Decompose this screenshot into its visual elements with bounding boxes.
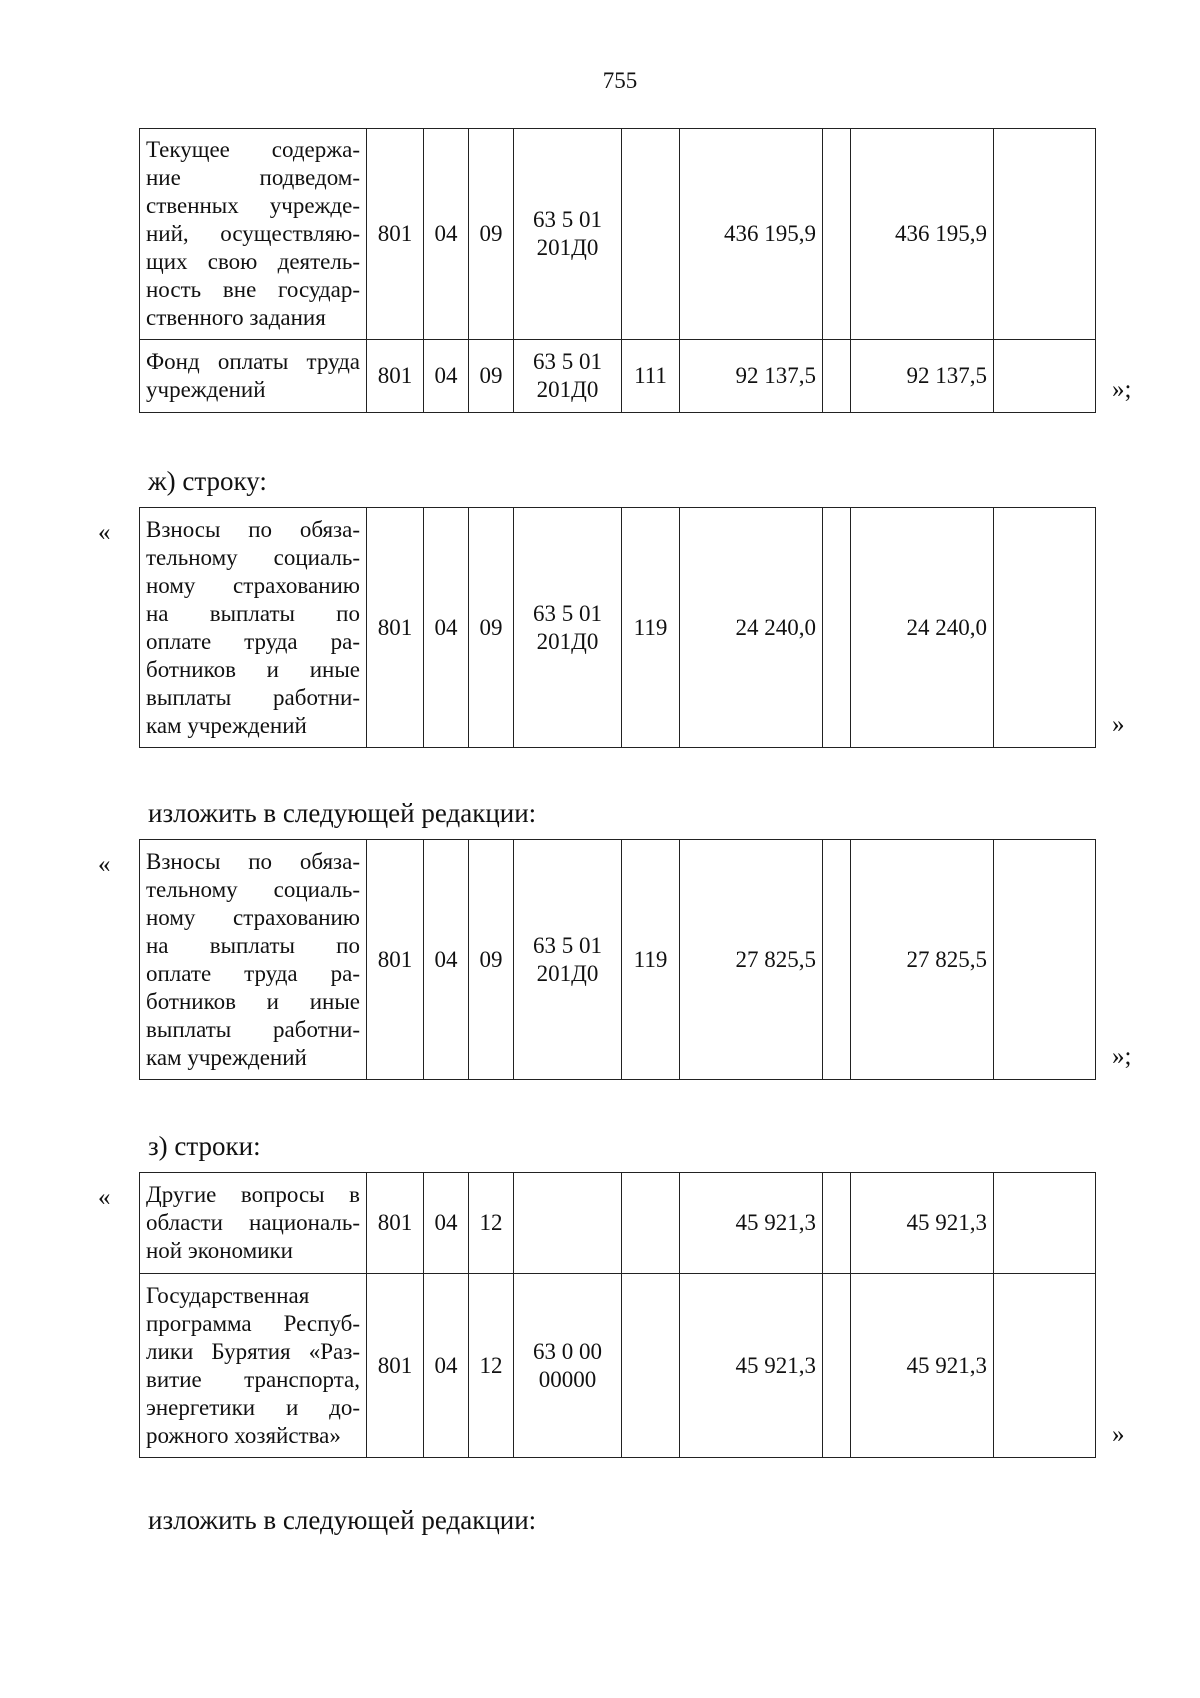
cell-vr xyxy=(622,1173,680,1274)
cell-csr xyxy=(514,840,622,1080)
cell-sum-1: 436 195,9 xyxy=(680,129,823,340)
closing-quote: » xyxy=(1112,711,1125,738)
cell-pr: 09 xyxy=(469,840,514,1080)
cell-csr-line: 63 5 01 xyxy=(533,600,602,626)
cell-pr: 09 xyxy=(469,508,514,748)
cell-empty-narrow xyxy=(823,840,851,1080)
row-name-line: оплате труда ра- xyxy=(146,960,360,986)
cell-csr-line: 201Д0 xyxy=(536,628,599,654)
row-name xyxy=(140,1274,367,1458)
cell-sum-1: 24 240,0 xyxy=(680,508,823,748)
row-name-line: программа Респуб- xyxy=(146,1310,360,1336)
cell-csr xyxy=(514,129,622,340)
cell-rz: 04 xyxy=(424,1274,469,1458)
cell-empty-narrow xyxy=(823,1274,851,1458)
cell-csr-line: 201Д0 xyxy=(536,377,599,402)
cell-gr: 801 xyxy=(367,840,424,1080)
cell-csr-line: 201Д0 xyxy=(536,960,599,986)
table-row xyxy=(140,1173,1096,1274)
cell-empty-last xyxy=(994,340,1096,413)
row-name-line: щих свою деятель- xyxy=(146,249,360,274)
cell-csr-line: 63 0 00 xyxy=(533,1338,602,1364)
cell-empty-narrow xyxy=(823,129,851,340)
cell-csr xyxy=(514,508,622,748)
row-name-line: ственных учрежде- xyxy=(146,193,360,218)
cell-csr-line: 63 5 01 xyxy=(533,349,602,374)
row-name-line: ственного задания xyxy=(146,305,326,330)
row-name xyxy=(140,340,367,413)
section-heading: изложить в следующей редакции: xyxy=(148,798,537,828)
table-row xyxy=(140,129,1096,340)
cell-rz: 04 xyxy=(424,840,469,1080)
row-name-line: области националь- xyxy=(146,1210,360,1235)
row-name-line: оплате труда ра- xyxy=(146,628,360,654)
section-heading: ж) строку: xyxy=(148,466,267,496)
table-row xyxy=(140,840,1096,1080)
row-name-line: ботников и иные xyxy=(146,988,360,1014)
cell-empty-narrow xyxy=(823,1173,851,1274)
cell-sum-2: 436 195,9 xyxy=(851,129,994,340)
closing-quote: »; xyxy=(1112,1043,1132,1070)
cell-sum-2: 45 921,3 xyxy=(851,1173,994,1274)
row-name-line: Государственная xyxy=(146,1282,310,1308)
row-name xyxy=(140,1173,367,1274)
row-name-line: ной экономики xyxy=(146,1238,293,1263)
cell-sum-1: 27 825,5 xyxy=(680,840,823,1080)
row-name-line: Взносы по обяза- xyxy=(146,516,360,542)
cell-csr xyxy=(514,340,622,413)
row-name-line: Текущее содержа- xyxy=(146,137,360,162)
cell-csr-line: 63 5 01 xyxy=(533,207,602,232)
row-name-line: кам учреждений xyxy=(146,1044,307,1070)
cell-gr: 801 xyxy=(367,340,424,413)
cell-vr: 111 xyxy=(622,340,680,413)
cell-pr: 12 xyxy=(469,1173,514,1274)
page-number: 755 xyxy=(602,68,638,93)
cell-vr xyxy=(622,1274,680,1458)
cell-csr xyxy=(514,1274,622,1458)
cell-empty-last xyxy=(994,129,1096,340)
table-row xyxy=(140,1274,1096,1458)
cell-empty-last xyxy=(994,1173,1096,1274)
opening-quote: « xyxy=(98,1184,111,1211)
cell-sum-1: 45 921,3 xyxy=(680,1173,823,1274)
cell-pr: 09 xyxy=(469,129,514,340)
cell-vr xyxy=(622,129,680,340)
cell-empty-last xyxy=(994,840,1096,1080)
opening-quote: « xyxy=(98,519,111,546)
cell-csr-line: 00000 xyxy=(538,1366,597,1392)
row-name-line: ний, осуществляю- xyxy=(146,221,360,246)
row-name-line: ность вне государ- xyxy=(146,277,360,302)
row-name-line: ному страхованию xyxy=(146,572,360,598)
cell-csr-line: 201Д0 xyxy=(536,235,599,260)
cell-empty-last xyxy=(994,508,1096,748)
row-name-line: энергетики и до- xyxy=(146,1394,360,1420)
row-name-line: учреждений xyxy=(146,377,266,402)
row-name xyxy=(140,840,367,1080)
opening-quote: « xyxy=(98,851,111,878)
cell-csr-line: 63 5 01 xyxy=(533,932,602,958)
row-name-line: выплаты работни- xyxy=(146,1016,360,1042)
row-name-line: лики Бурятия «Раз- xyxy=(146,1338,360,1364)
row-name-line: тельному социаль- xyxy=(146,544,360,570)
cell-empty-last xyxy=(994,1274,1096,1458)
row-name-line: тельному социаль- xyxy=(146,876,360,902)
cell-vr: 119 xyxy=(622,840,680,1080)
row-name-line: ботников и иные xyxy=(146,656,360,682)
row-name-line: на выплаты по xyxy=(146,600,360,626)
closing-text: изложить в следующей редакции: xyxy=(148,1505,537,1535)
cell-pr: 12 xyxy=(469,1274,514,1458)
budget-table xyxy=(139,507,1096,748)
budget-table xyxy=(139,1172,1096,1458)
closing-quote: »; xyxy=(1112,376,1132,403)
cell-sum-2: 92 137,5 xyxy=(851,340,994,413)
row-name-line: выплаты работни- xyxy=(146,684,360,710)
cell-rz: 04 xyxy=(424,340,469,413)
cell-gr: 801 xyxy=(367,508,424,748)
row-name-line: Взносы по обяза- xyxy=(146,848,360,874)
section-heading: з) строки: xyxy=(148,1131,261,1161)
cell-sum-2: 45 921,3 xyxy=(851,1274,994,1458)
cell-rz: 04 xyxy=(424,508,469,748)
cell-csr xyxy=(514,1173,622,1274)
row-name-line: ние подведом- xyxy=(146,165,360,190)
row-name-line: рожного хозяйства» xyxy=(146,1422,341,1448)
row-name-line: ному страхованию xyxy=(146,904,360,930)
cell-rz: 04 xyxy=(424,1173,469,1274)
row-name xyxy=(140,129,367,340)
row-name-line: на выплаты по xyxy=(146,932,360,958)
row-name xyxy=(140,508,367,748)
cell-gr: 801 xyxy=(367,129,424,340)
closing-quote: » xyxy=(1112,1421,1125,1448)
row-name-line: витие транспорта, xyxy=(146,1366,360,1392)
cell-gr: 801 xyxy=(367,1173,424,1274)
cell-sum-2: 24 240,0 xyxy=(851,508,994,748)
cell-gr: 801 xyxy=(367,1274,424,1458)
table-row xyxy=(140,340,1096,413)
budget-table xyxy=(139,128,1096,413)
table-row xyxy=(140,508,1096,748)
budget-table xyxy=(139,839,1096,1080)
row-name-line: кам учреждений xyxy=(146,712,307,738)
cell-pr: 09 xyxy=(469,340,514,413)
cell-empty-narrow xyxy=(823,508,851,748)
row-name-line: Фонд оплаты труда xyxy=(146,349,360,374)
cell-empty-narrow xyxy=(823,340,851,413)
row-name-line: Другие вопросы в xyxy=(146,1182,360,1207)
cell-sum-2: 27 825,5 xyxy=(851,840,994,1080)
cell-sum-1: 45 921,3 xyxy=(680,1274,823,1458)
cell-sum-1: 92 137,5 xyxy=(680,340,823,413)
cell-vr: 119 xyxy=(622,508,680,748)
cell-rz: 04 xyxy=(424,129,469,340)
